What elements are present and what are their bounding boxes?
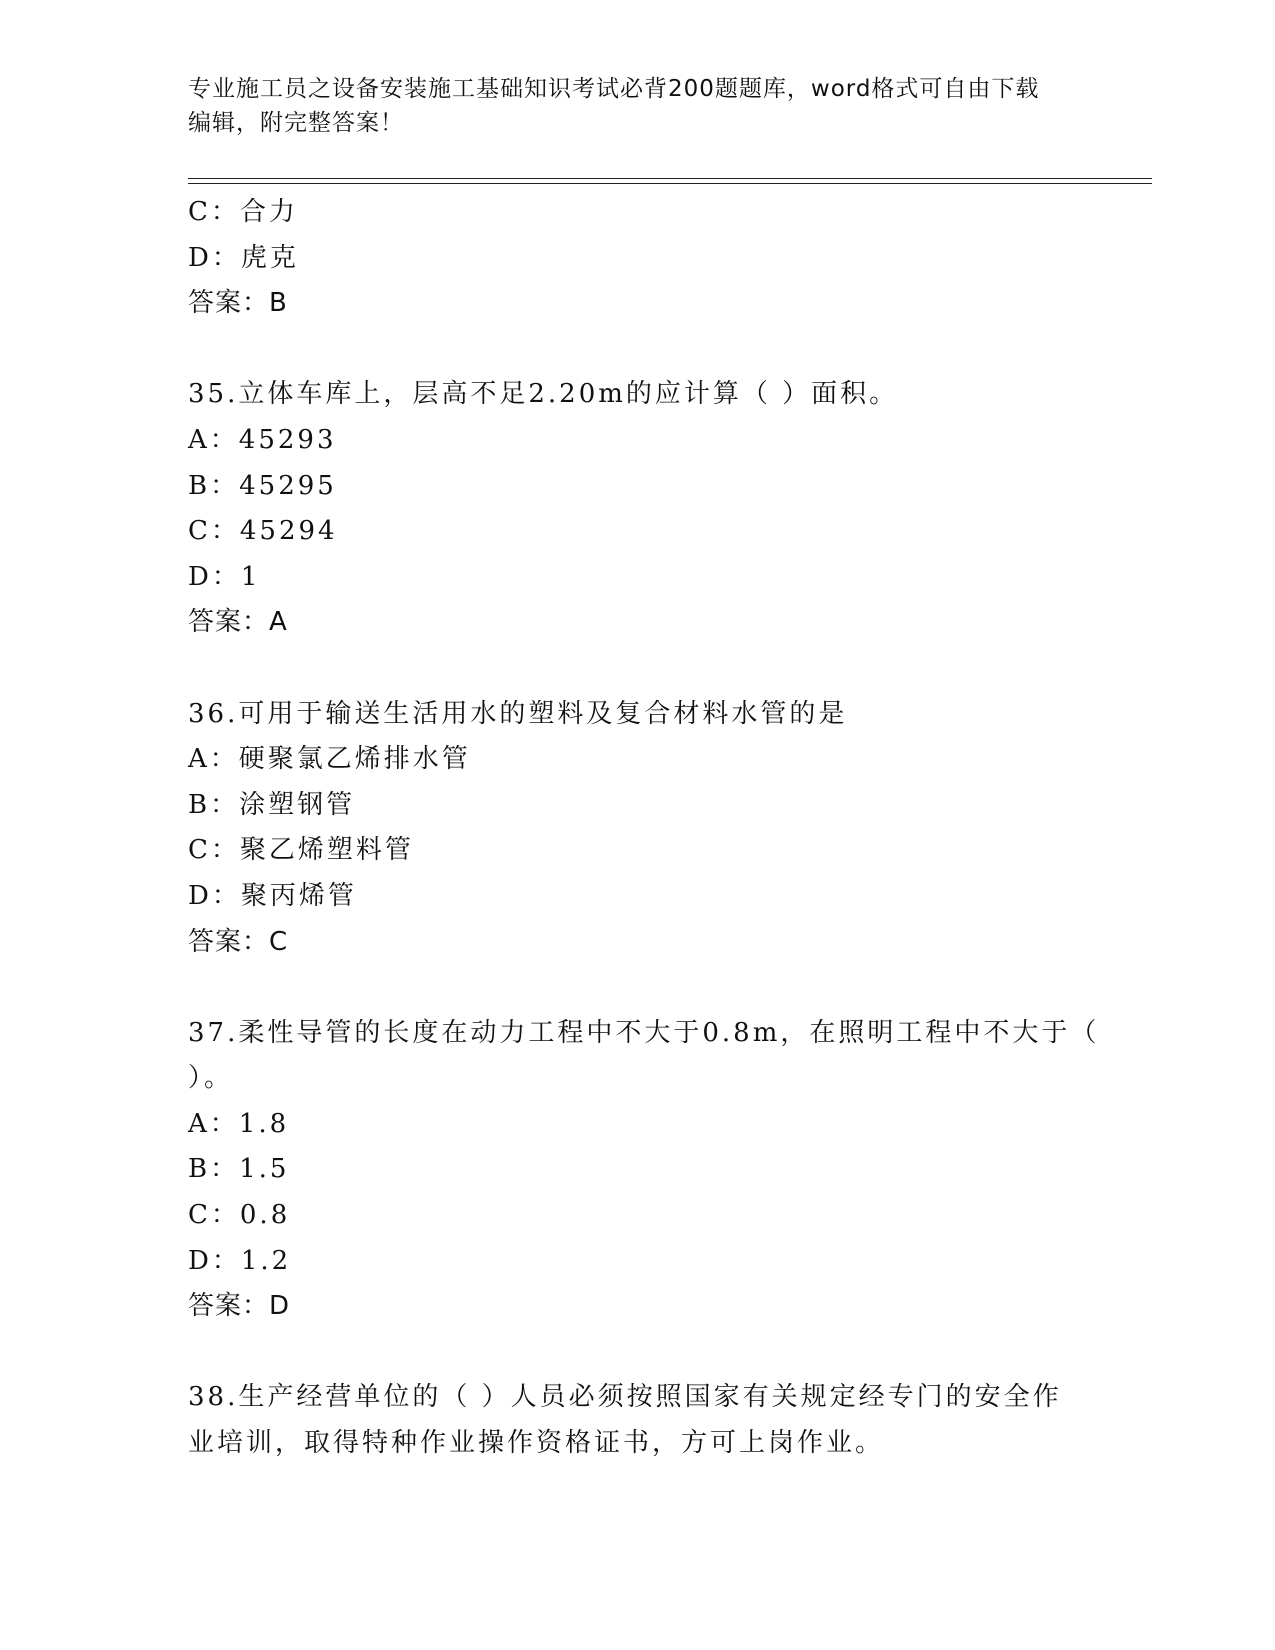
question-35-option-c: C：45294: [188, 516, 338, 547]
question-35-option-a: A：45293: [188, 424, 337, 455]
question-36-option-d: D：聚丙烯管: [188, 880, 357, 911]
question-37-answer: 答案：D: [188, 1291, 291, 1322]
spacer: [188, 965, 1088, 1011]
question-36-option-a: A：硬聚氯乙烯排水管: [188, 744, 471, 775]
question-37-option-b: B：1.5: [188, 1154, 290, 1185]
question-37-option-d: D：1.2: [188, 1245, 292, 1276]
question-38-stem-line-1: 38.生产经营单位的（ ）人员必须按照国家有关规定经专门的安全作: [188, 1382, 1062, 1413]
answer-line: 答案：B: [188, 288, 288, 319]
spacer: [188, 646, 1088, 692]
question-37-option-a: A：1.8: [188, 1108, 290, 1139]
question-38-stem-line-2: 业培训，取得特种作业操作资格证书，方可上岗作业。: [188, 1428, 885, 1459]
header-line-2: 编辑，附完整答案！: [188, 110, 404, 136]
spacer: [188, 327, 1088, 373]
option-d: D：虎克: [188, 242, 299, 273]
header-line-1: 专业施工员之设备安装施工基础知识考试必背200题题库，word格式可自由下载: [188, 76, 1040, 102]
question-37-stem-line-1: 37.柔性导管的长度在动力工程中不大于0.8m，在照明工程中不大于（: [188, 1017, 1100, 1048]
question-36-stem: 36.可用于输送生活用水的塑料及复合材料水管的是: [188, 698, 848, 729]
page-header: [188, 72, 1088, 140]
header-divider: [188, 178, 1152, 184]
question-35-answer: 答案：A: [188, 607, 288, 638]
question-37-stem-line-2: ）。: [188, 1063, 234, 1094]
question-35-option-d: D：1: [188, 561, 261, 592]
question-36-option-c: C：聚乙烯塑料管: [188, 835, 414, 866]
document-body: [188, 190, 1100, 1467]
question-35-stem: 35.立体车库上，层高不足2.20m的应计算（ ）面积。: [188, 379, 899, 410]
question-36-answer: 答案：C: [188, 926, 289, 957]
question-36-option-b: B：涂塑钢管: [188, 789, 356, 820]
question-35-option-b: B：45295: [188, 470, 337, 501]
question-37-option-c: C：0.8: [188, 1200, 291, 1231]
option-c: C：合力: [188, 197, 298, 227]
spacer: [188, 1330, 1088, 1376]
